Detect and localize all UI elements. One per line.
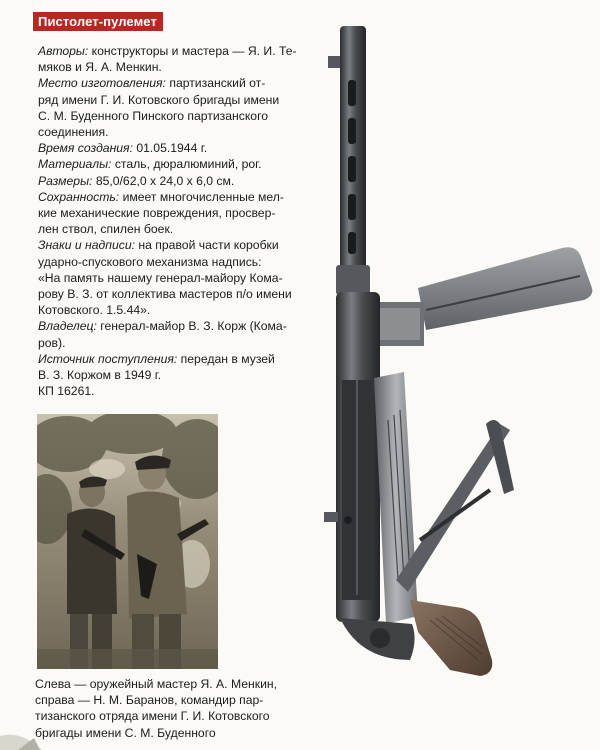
owner-line-2: ров). — [38, 335, 66, 350]
owner-entry — [38, 318, 323, 350]
photo-caption — [35, 676, 305, 741]
caption-line-1: Слева — оружейный мастер Я. А. Менкин, — [35, 677, 278, 691]
marks-line-5: Котовского. 1.5.44». — [38, 303, 151, 318]
dimensions-entry — [38, 173, 323, 189]
authors-label: Авторы: — [38, 44, 89, 58]
owner-label: Владелец: — [38, 319, 97, 334]
marks-label: Знаки и надписи: — [38, 238, 136, 253]
marks-line-3: «На память нашему генерал-майору Кома- — [38, 270, 283, 285]
condition-line-1: имеет многочисленные мел- — [119, 189, 284, 204]
source-line-1: передан в музей — [177, 351, 275, 366]
owner-line-1: генерал-майор В. З. Корж (Кома- — [96, 319, 287, 334]
place-line-4: соединения. — [38, 125, 109, 140]
materials-entry — [38, 156, 323, 172]
authors-line-2: мяков и Я. А. Менкин. — [38, 60, 162, 75]
artifact-description — [38, 43, 323, 399]
marks-line-2: ударно-спускового механизма надпись: — [38, 254, 262, 269]
date-entry — [38, 140, 323, 156]
authors-line-1: конструкторы и мастера — Я. И. Те- — [88, 44, 297, 58]
section-title: Пистолет-пулемет — [33, 12, 163, 31]
submachine-gun-illustration — [300, 20, 600, 710]
source-line-2: В. З. Коржом в 1949 г. — [38, 368, 162, 383]
marks-entry — [38, 237, 323, 318]
place-label: Место изготовления: — [38, 76, 166, 91]
condition-label: Сохранность: — [38, 189, 120, 204]
place-entry — [38, 75, 323, 140]
submachine-gun-photo — [300, 20, 600, 710]
source-entry — [38, 351, 323, 383]
condition-entry — [38, 189, 323, 238]
condition-line-3: лен ствол, спилен боек. — [38, 222, 174, 237]
caption-line-3: тизанского отряда имени Г. И. Котовского — [35, 709, 270, 724]
place-line-1: партизанский от- — [165, 76, 266, 91]
materials-value: сталь, дюралюминий, рог. — [111, 157, 262, 172]
photo-illustration — [37, 414, 218, 669]
materials-label: Материалы: — [38, 157, 112, 172]
dimensions-label: Размеры: — [38, 173, 93, 188]
date-value: 01.05.1944 г. — [132, 141, 208, 156]
page-corner-mark — [0, 726, 70, 750]
caption-line-2: справа — Н. М. Баранов, командир пар- — [35, 693, 264, 708]
historical-photo — [37, 414, 218, 669]
source-label: Источник поступления: — [38, 351, 178, 366]
caption-line-4: бригады имени С. М. Буденного — [35, 725, 216, 740]
date-label: Время создания: — [38, 141, 133, 156]
authors-entry — [38, 43, 323, 75]
place-line-2: ряд имени Г. И. Котовского бригады имени — [38, 92, 280, 107]
place-line-3: С. М. Буденного Пинского партизанского — [38, 108, 269, 123]
inventory-number: КП 16261. — [38, 384, 95, 399]
marks-line-1: на правой части коробки — [135, 238, 279, 253]
condition-line-2: кие механические повреждения, просвер- — [38, 206, 276, 221]
marks-line-4: рову В. З. от коллектива мастеров п/о имени — [38, 287, 292, 302]
dimensions-value: 85,0/62,0 х 24,0 х 6,0 см. — [92, 173, 235, 188]
